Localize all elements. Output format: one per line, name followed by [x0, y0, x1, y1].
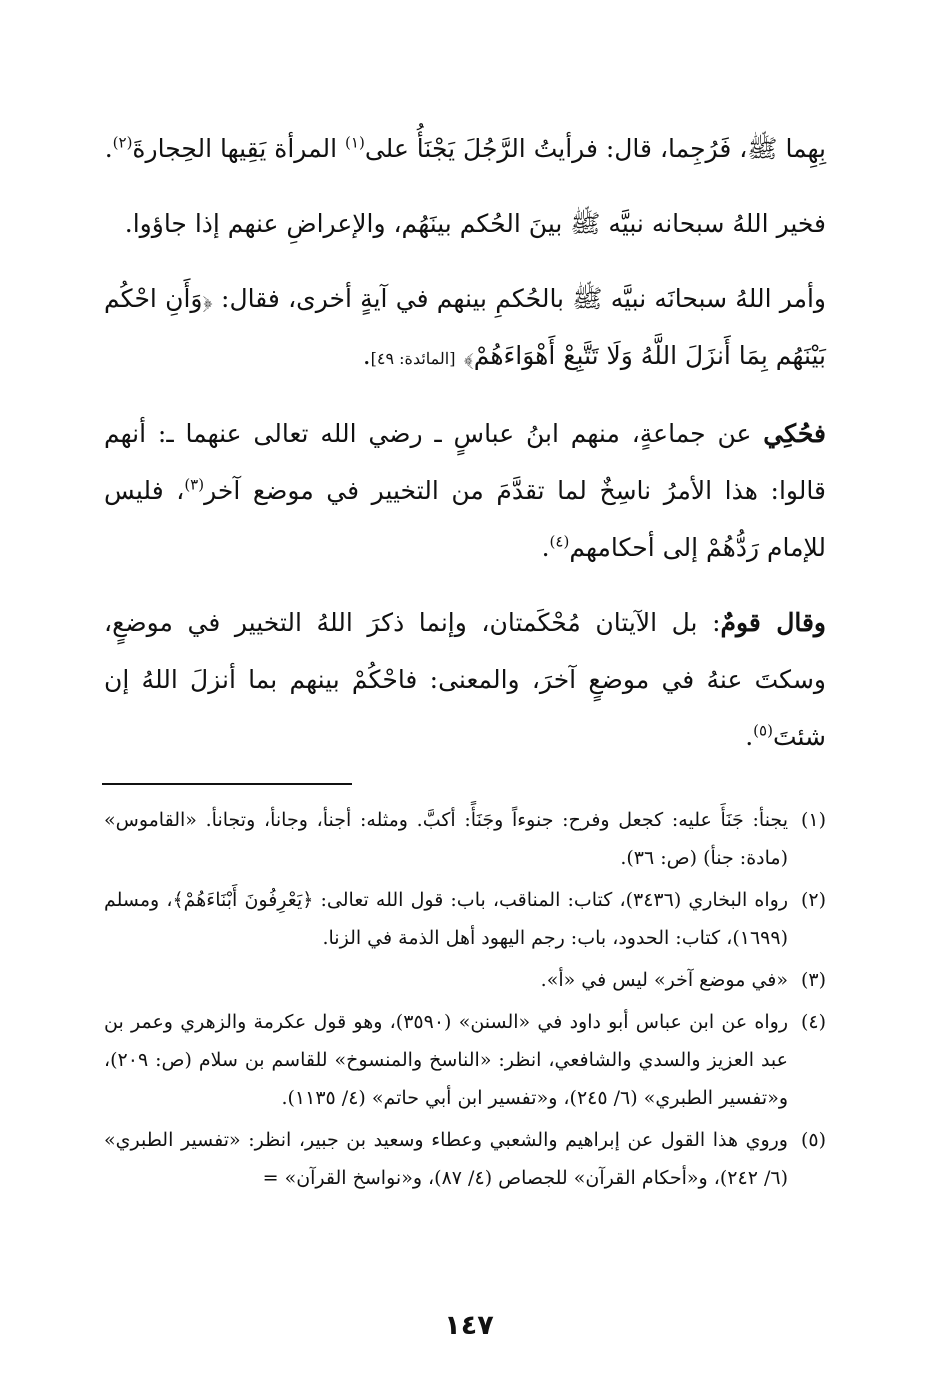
footnote-number: (٥) [800, 1129, 826, 1151]
paragraph-4-end: . [541, 533, 550, 562]
paragraph-5-end: . [745, 722, 754, 751]
page-number: ١٤٧ [444, 1310, 494, 1341]
footnote-item [104, 881, 826, 957]
footnote-item [104, 961, 826, 999]
paragraph-3-text: وأمر اللهُ سبحانَه نبيَّه ﷺ بالحُكمِ بينهم في آيةٍ أخرى، فقال: [221, 284, 826, 313]
paragraph-4-continuation: ، فليس للإمام رَدُّهُمْ إلى أحكامهم [104, 476, 826, 562]
paragraph-3 [104, 270, 826, 387]
footnote-ref-1[interactable]: (١) [345, 133, 365, 152]
paragraph-1-end: . [104, 134, 113, 163]
footnote-ref-3[interactable]: (٣) [184, 475, 205, 494]
paragraph-4 [104, 405, 826, 576]
footnote-text: رواه عن ابن عباس أبو داود في «السنن» (٣٥٩٠)، وهو قول عكرمة والزهري وعمر بن عبد العزيز والسدي والشافعي، انظر: «الناسخ والمنسوخ» للقاسم بن سلام (ص: ٢٠٩)، و«تفسير الطبري» (٦/ ٢٤٥)، و«تفسير ابن أبي حاتم» (٤/ ١١٣٥). [104, 1011, 788, 1109]
paragraph-1 [104, 120, 826, 177]
footnote-item [104, 1121, 826, 1197]
paragraph-1-text: بِهِما ﷺ، فَرُجِما، قال: فرأيتُ الرَّجُلَ يَجْنَأُ على [364, 134, 826, 163]
footnote-number: (٢) [800, 889, 826, 911]
footnotes-section [104, 801, 826, 1197]
footnote-text: وروي هذا القول عن إبراهيم والشعبي وعطاء وسعيد بن جبير، انظر: «تفسير الطبري» (٦/ ٢٤٢)، و«أحكام القرآن» للجصاص (٤/ ٨٧)، و«نواسخ القرآن» = [104, 1129, 788, 1189]
paragraph-2 [104, 195, 826, 252]
quran-verse: ﴿وَأَنِ احْكُم بَيْنَهُم بِمَا أَنزَلَ اللَّهُ وَلَا تَتَّبِعْ أَهْوَاءَهُمْ﴾ [104, 284, 826, 370]
paragraph-5-lead: وقال قومٌ [720, 608, 826, 637]
footnote-number: (١) [800, 809, 826, 831]
page-body [104, 120, 826, 1201]
footnote-divider [102, 783, 352, 785]
paragraph-5 [104, 594, 826, 765]
footnote-ref-4[interactable]: (٤) [549, 532, 570, 551]
footnote-number: (٣) [800, 969, 826, 991]
footnote-text: رواه البخاري (٣٤٣٦)، كتاب: المناقب، باب: قول الله تعالى: ﴿يَعْرِفُونَ أَبْنَاءَهُمْ﴾، ومسلم (١٦٩٩)، كتاب: الحدود، باب: رجم اليهود أهل الذمة في الزنا. [104, 889, 789, 949]
footnote-text: «في موضع آخر» ليس في «أ». [540, 969, 788, 991]
paragraph-2-text: فخير اللهُ سبحانه نبيَّه ﷺ بينَ الحُكم بينَهُم، والإعراضِ عنهم إذا جاؤوا. [124, 209, 826, 238]
footnote-text: يجنأ: جَنَأَ عليه: كجعل وفرح: جنوءاً وجَنَأً: أكبَّ. ومثله: أجنأ، وجانأ، وتجانأ. «القاموس» (مادة: جنأ) (ص: ٣٦). [104, 809, 788, 869]
paragraph-1-continuation: المرأة يَقِيها الحِجارةَ [132, 134, 338, 163]
footnote-item [104, 1003, 826, 1117]
paragraph-4-text: عن جماعةٍ، منهم ابنُ عباسٍ ـ رضي الله تعالى عنهما ـ: أنهم قالوا: هذا الأمرُ ناسِخٌ لما تقدَّمَ من التخيير في موضع آخر [104, 419, 826, 505]
footnote-number: (٤) [800, 1011, 826, 1033]
paragraph-5-text: : بل الآيتان مُحْكَمتان، وإنما ذكرَ اللهُ التخيير في موضعٍ، وسكتَ عنهُ في موضعٍ آخرَ، والمعنى: فاحْكُمْ بينهم بما أنزلَ اللهُ إن شئتَ [104, 608, 826, 751]
paragraph-3-end: . [362, 341, 371, 370]
verse-reference: [المائدة: ٤٩] [370, 349, 456, 368]
paragraph-4-lead: فحُكِي [763, 419, 826, 448]
footnote-ref-5[interactable]: (٥) [753, 721, 773, 740]
footnote-ref-2[interactable]: (٢) [112, 133, 133, 152]
footnote-item [104, 801, 826, 877]
